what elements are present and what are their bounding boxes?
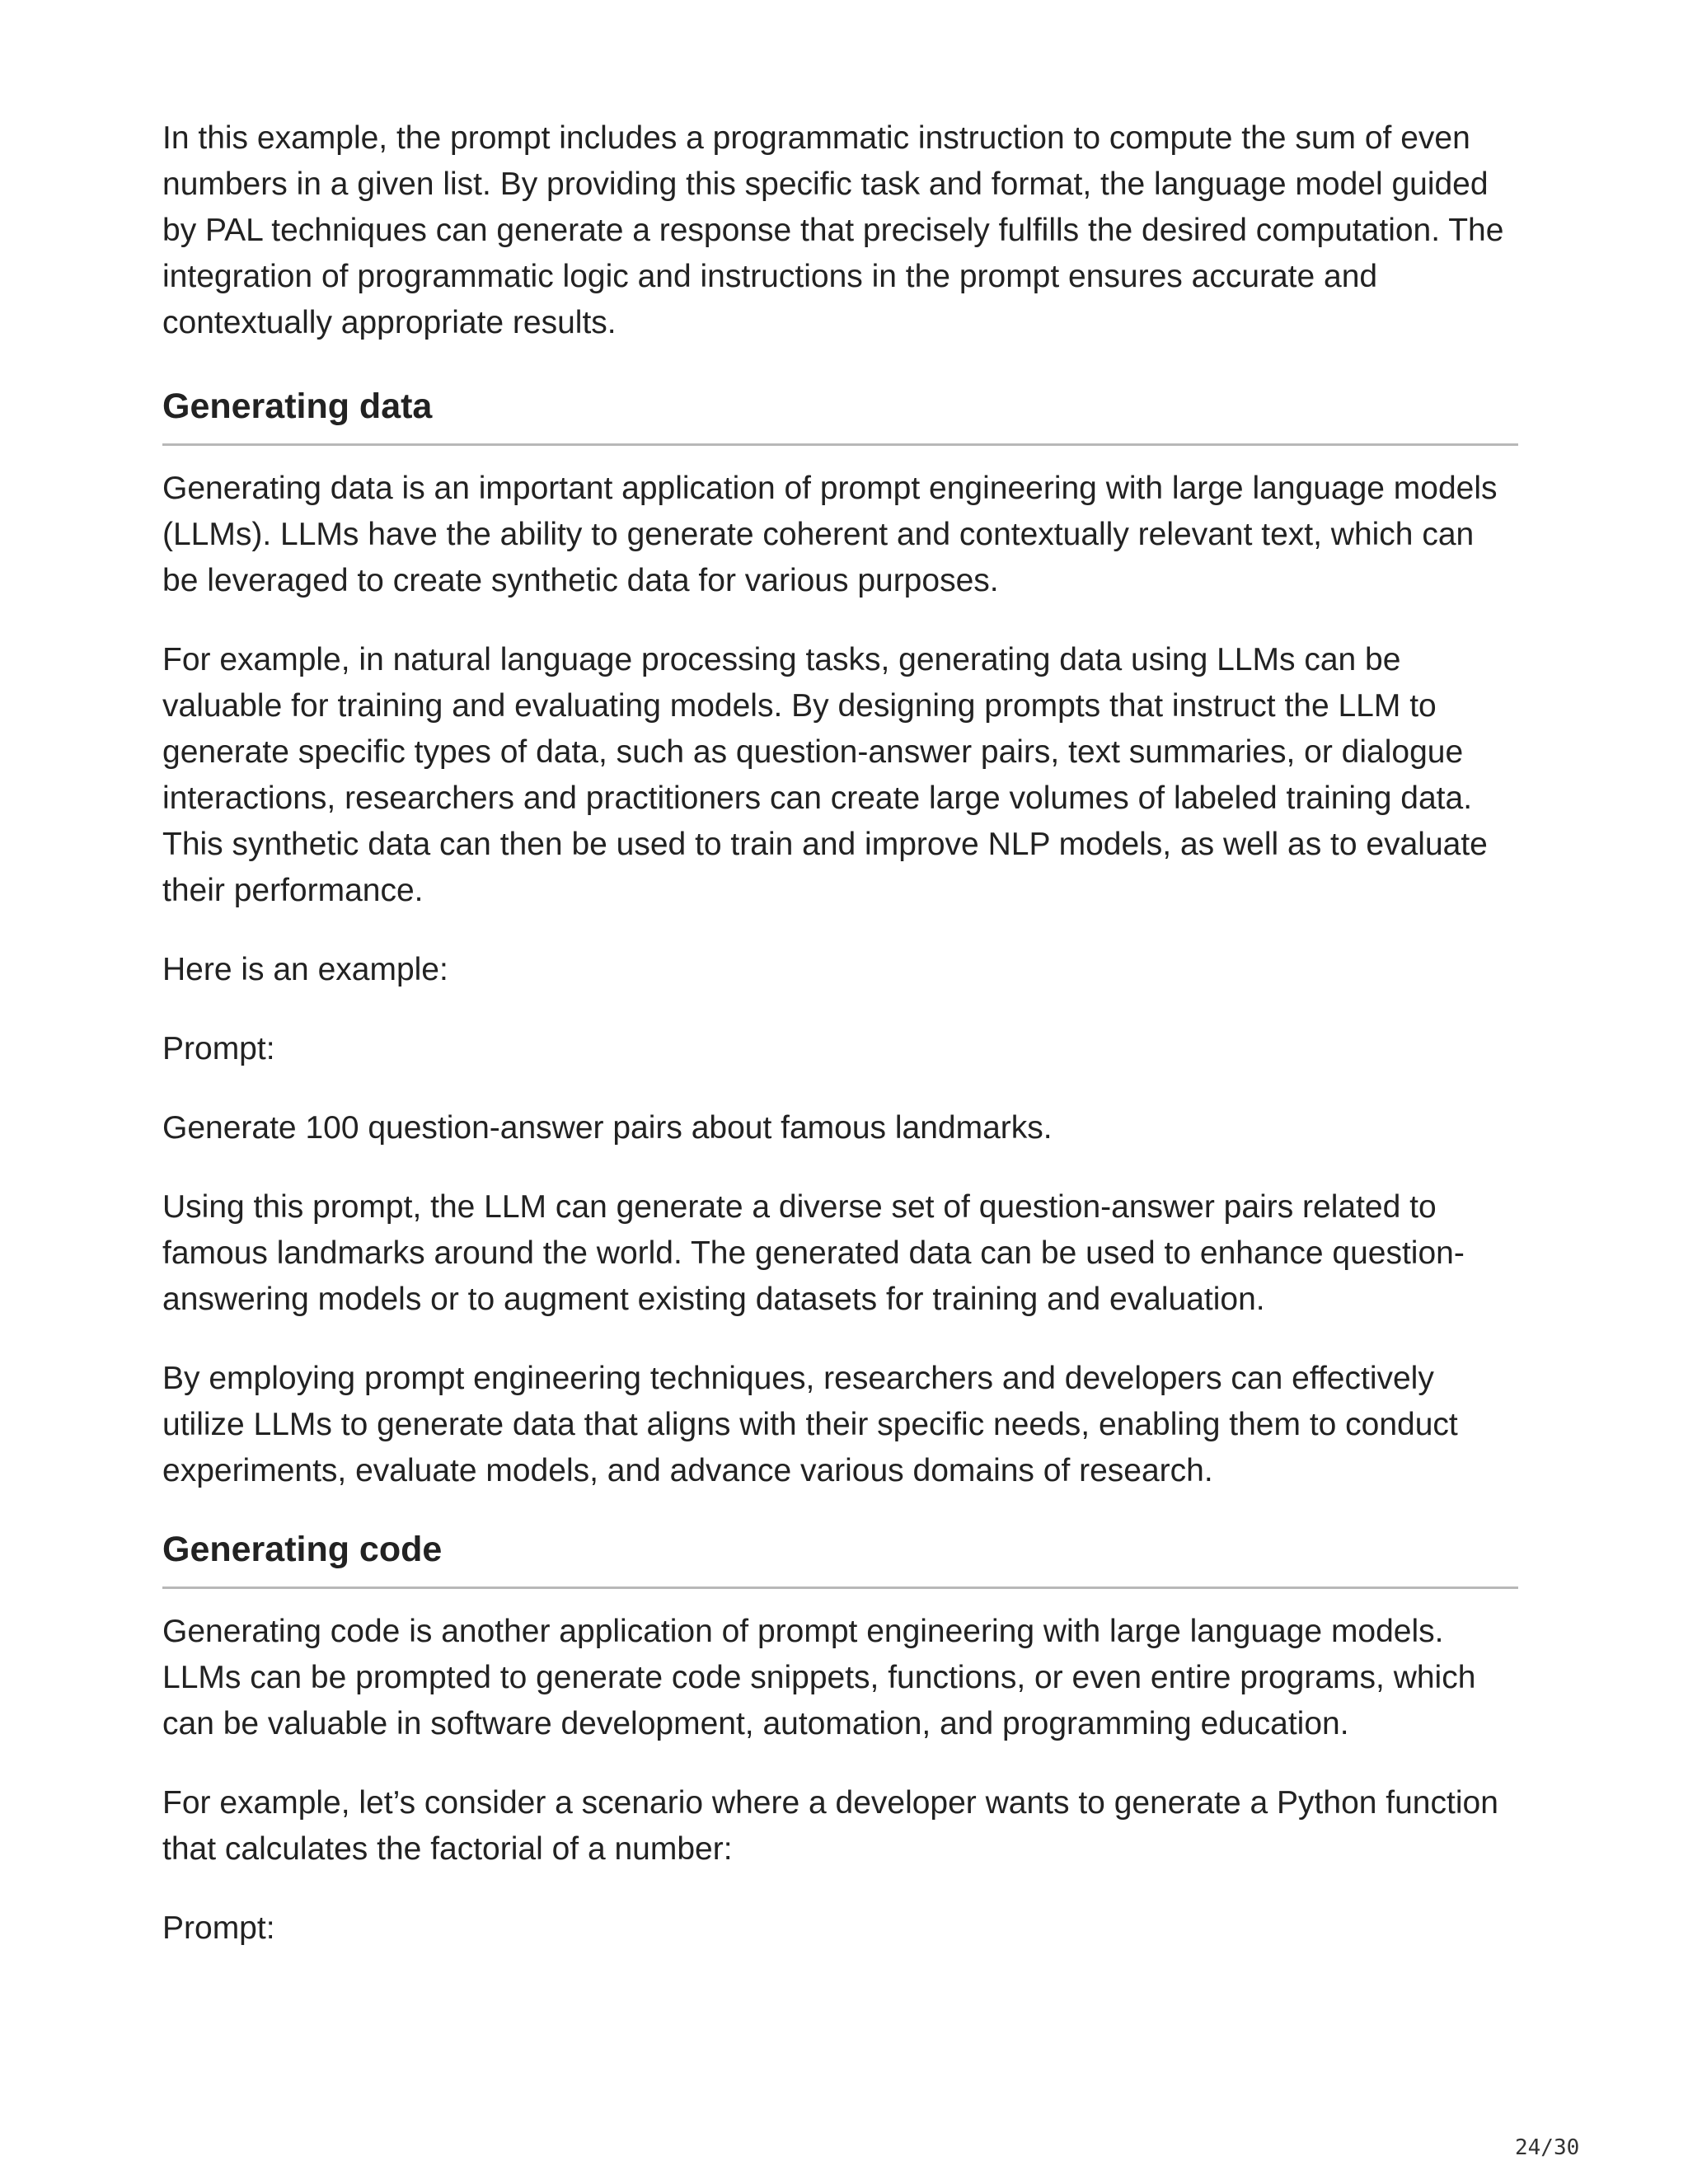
paragraph: Here is an example: [162,952,448,987]
paragraph: Generating code is another application of prompt engineering with large language models. LLMs can be prompted to generate code snippets, functions, or even entire programs, which can be valuable in software development, automation, and programming education. [162,1614,1476,1741]
prompt-label: Prompt: [162,1031,275,1066]
section-divider [162,443,1518,446]
paragraph: For example, in natural language processing tasks, generating data using LLMs can be valuable for training and evaluating models. By designing prompts that instruct the LLM to generate specific types of data, such as question-answer pairs, text summaries, or dialogue interactions, researchers and practitioners can create large volumes of labeled training data. This synthetic data can then be used to train and improve NLP models, as well as to evaluate their performance. [162,642,1488,908]
section-divider [162,1586,1518,1589]
paragraph: Using this prompt, the LLM can generate a diverse set of question-answer pairs related to famous landmarks around the world. The generated data can be used to enhance question-answering models or to augment existing datasets for training and evaluation. [162,1189,1465,1317]
section-heading-generating-data: Generating data [162,387,433,426]
paragraph: For example, let’s consider a scenario where a developer wants to generate a Python function that calculates the factorial of a number: [162,1785,1498,1867]
prompt-label: Prompt: [162,1910,275,1946]
document-body [162,115,1518,1952]
prompt-text: Generate 100 question-answer pairs about famous landmarks. [162,1110,1053,1146]
paragraph: By employing prompt engineering techniques, researchers and developers can effectively utilize LLMs to generate data that aligns with their specific needs, enabling them to conduct experiments, evaluate models, and advance various domains of research. [162,1361,1458,1488]
section-heading-generating-code: Generating code [162,1530,443,1569]
paragraph: Generating data is an important application of prompt engineering with large language models (LLMs). LLMs have the ability to generate coherent and contextually relevant text, which can be leveraged to create synthetic data for various purposes. [162,471,1498,598]
intro-paragraph: In this example, the prompt includes a programmatic instruction to compute the sum of even numbers in a given list. By providing this specific task and format, the language model guided by PAL techniques can generate a response that precisely fulfills the desired computation. The integration of programmatic logic and instructions in the prompt ensures accurate and contextually appropriate results. [162,120,1504,340]
page-number: 24/30 [1515,2135,1580,2160]
